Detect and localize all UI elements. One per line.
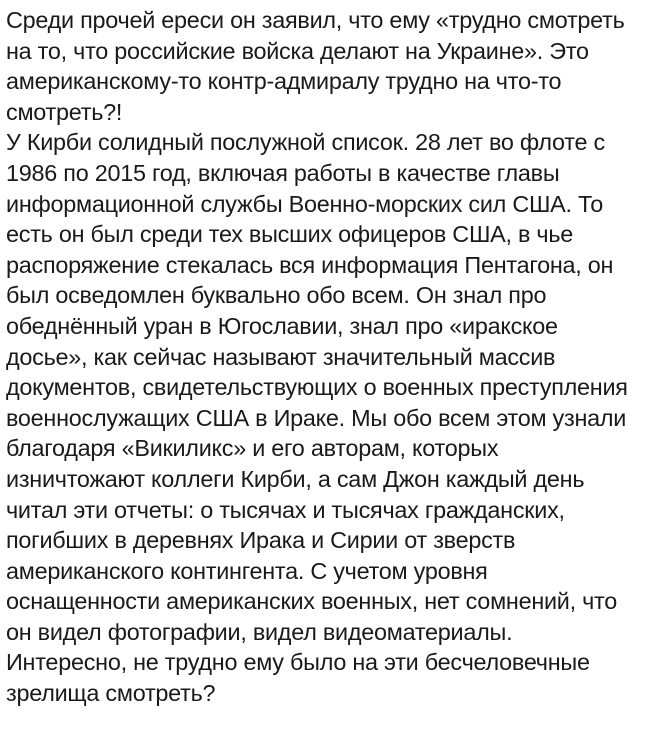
paragraph-2: У Кирби солидный послужной список. 28 лет во флоте с 1986 по 2015 год, включая работы в качестве главы информационной службы Военно-морских сил США. То есть он был среди тех высших офицеров США, в чье распоряжение стекалась вся информация Пентагона, он был осведомлен буквально обо всем. Он знал про обеднённый уран в Югославии, знал про «иракское досье», как сейчас называют значительный массив документов, свидетельствующих о военных преступления военнослужащих США в Ираке. Мы обо всем этом узнали благодаря «Викиликс» и его авторам, которых изничтожают коллеги Кирби, а сам Джон каждый день читал эти отчеты: о тысячах и тысячах гражданских, погибших в деревнях Ирака и Сирии от зверств американского контингента. С учетом уровня оснащенности американских военных, нет сомнений, что он видел фотографии, видел видеоматериалы. Интересно, не трудно ему было на эти бесчеловечные зрелища смотреть? xyxy=(6,129,628,707)
paragraph-1: Среди прочей ереси он заявил, что ему «трудно смотреть на то, что российские войска делают на Украине». Это американскому-то контр-адмиралу трудно на что-то смотреть?! xyxy=(6,7,625,125)
